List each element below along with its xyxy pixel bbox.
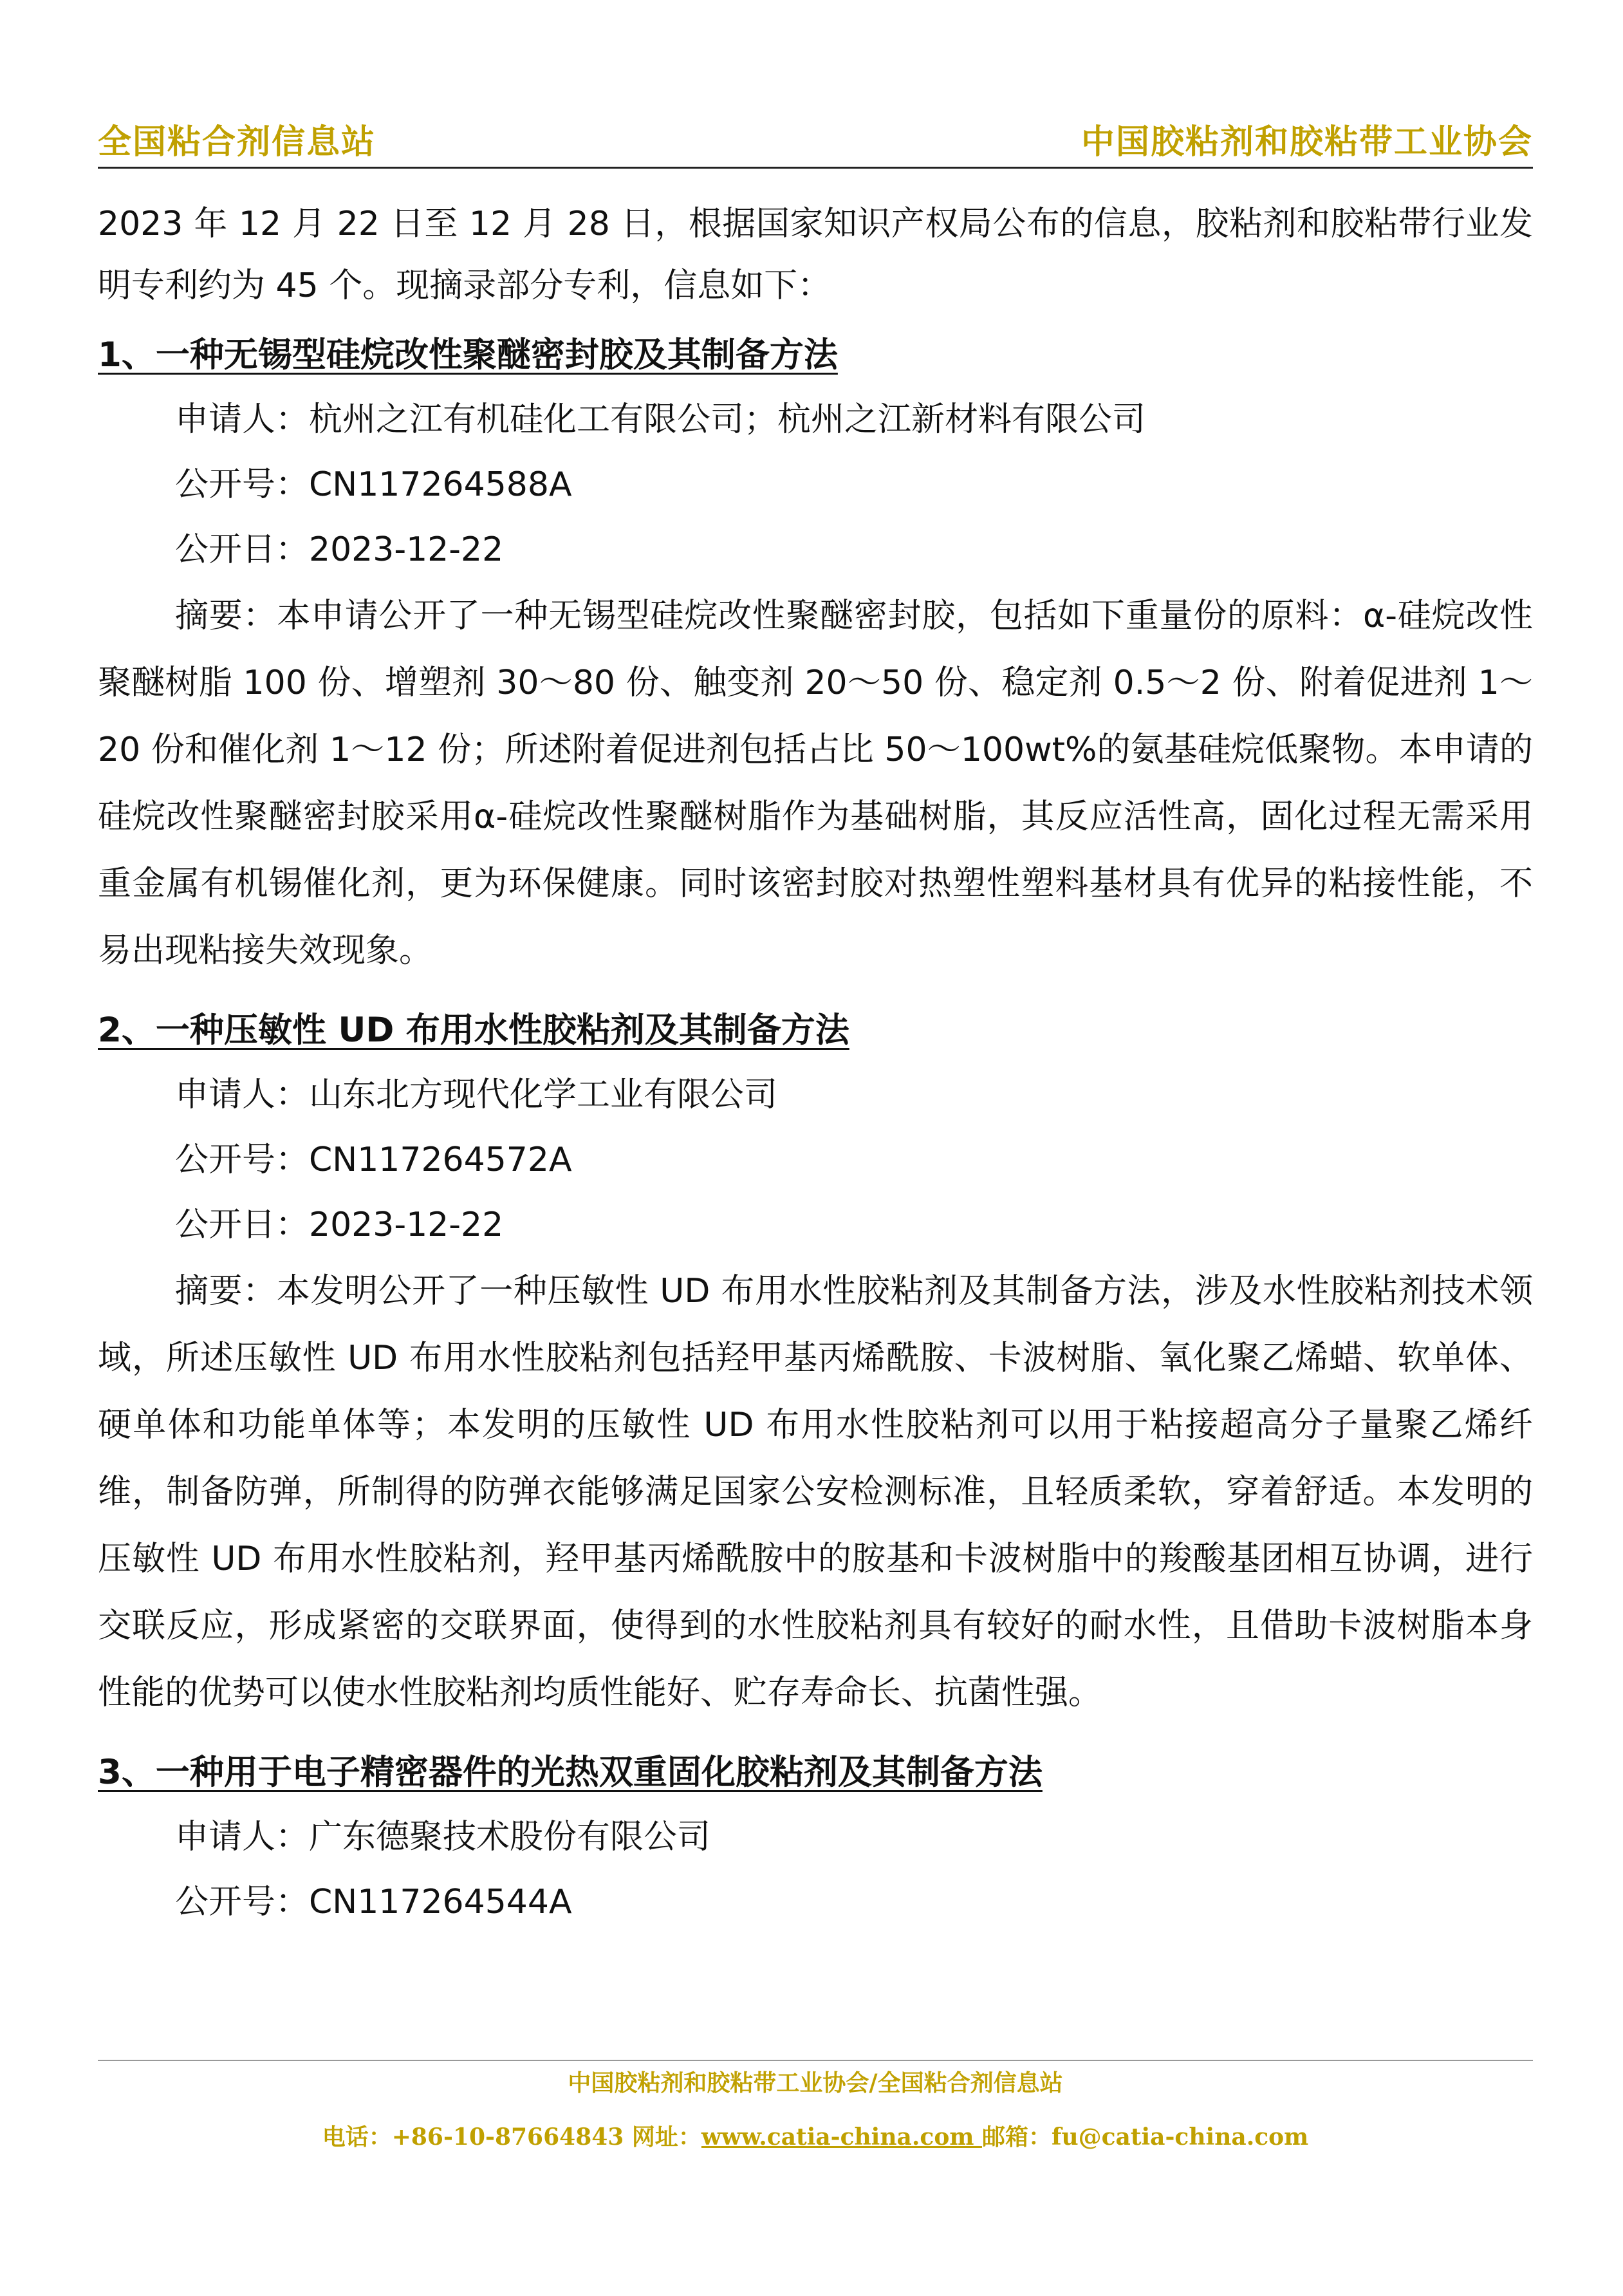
footer-phone: 电话：+86-10-87664843 网址： — [322, 2123, 701, 2151]
patent-abstract: 摘要：本申请公开了一种无锡型硅烷改性聚醚密封胶，包括如下重量份的原料：α-硅烷改性聚醚树脂 100 份、增塑剂 30～80 份、触变剂 20～50 份、稳定剂 0.5～2 份、附着促进剂 1～20 份和催化剂 1～12 份；所述附着促进剂包括占比 50～100wt%的氨基硅烷低聚物。本申请的硅烷改性聚醚密封胶采用α-硅烷改性聚醚树脂作为基础树脂，其反应活性高，固化过程无需采用重金属有机锡催化剂，更为环保健康。同时该密封胶对热塑性塑料基材具有优异的粘接性能，不易出现粘接失效现象。 — [98, 597, 1533, 970]
patent-publication-number: 公开号：CN117264544A — [175, 1883, 572, 1921]
patent-applicant: 申请人：山东北方现代化学工业有限公司 — [175, 1076, 778, 1114]
header-site-name: 全国粘合剂信息站 — [98, 122, 376, 162]
patent-entry-1 — [98, 323, 1533, 984]
page-header — [98, 115, 1533, 166]
patent-publication-number: 公开号：CN117264588A — [175, 465, 572, 504]
footer-divider — [98, 2060, 1533, 2061]
footer-website-link[interactable]: www.catia-china.com — [701, 2123, 982, 2151]
patent-applicant: 申请人：杭州之江有机硅化工有限公司；杭州之江新材料有限公司 — [175, 400, 1146, 439]
footer-organization: 中国胶粘剂和胶粘带工业协会/全国粘合剂信息站 — [568, 2069, 1063, 2096]
patent-title: 2、一种压敏性 UD 布用水性胶粘剂及其制备方法 — [98, 1011, 849, 1050]
patent-title: 3、一种用于电子精密器件的光热双重固化胶粘剂及其制备方法 — [98, 1753, 1043, 1792]
header-divider — [98, 167, 1533, 169]
patent-entry-3 — [98, 1741, 1533, 1935]
intro-paragraph: 2023 年 12 月 22 日至 12 月 28 日，根据国家知识产权局公布的信息，胶粘剂和胶粘带行业发明专利约为 45 个。现摘录部分专利，信息如下： — [98, 205, 1533, 305]
patent-applicant: 申请人：广东德聚技术股份有限公司 — [175, 1818, 711, 1856]
footer-contact — [98, 2119, 1533, 2152]
header-association-name: 中国胶粘剂和胶粘带工业协会 — [1080, 122, 1533, 162]
patent-publication-number: 公开号：CN117264572A — [175, 1141, 572, 1179]
patent-title: 1、一种无锡型硅烷改性聚醚密封胶及其制备方法 — [98, 335, 838, 375]
footer-email: 邮箱：fu@catia-china.com — [981, 2123, 1309, 2151]
patent-entry-2 — [98, 998, 1533, 1726]
patent-publication-date: 公开日：2023-12-22 — [175, 1206, 504, 1244]
document-body — [98, 193, 1533, 1935]
patent-publication-date: 公开日：2023-12-22 — [175, 530, 504, 569]
patent-abstract: 摘要：本发明公开了一种压敏性 UD 布用水性胶粘剂及其制备方法，涉及水性胶粘剂技术领域，所述压敏性 UD 布用水性胶粘剂包括羟甲基丙烯酰胺、卡波树脂、氧化聚乙烯蜡、软单体、硬单体和功能单体等；本发明的压敏性 UD 布用水性胶粘剂可以用于粘接超高分子量聚乙烯纤维，制备防弹，所制得的防弹衣能够满足国家公安检测标准，且轻质柔软，穿着舒适。本发明的压敏性 UD 布用水性胶粘剂，羟甲基丙烯酰胺中的胺基和卡波树脂中的羧酸基团相互协调，进行交联反应，形成紧密的交联界面，使得到的水性胶粘剂具有较好的耐水性，且借助卡波树脂本身性能的优势可以使水性胶粘剂均质性能好、贮存寿命长、抗菌性强。 — [98, 1272, 1533, 1712]
